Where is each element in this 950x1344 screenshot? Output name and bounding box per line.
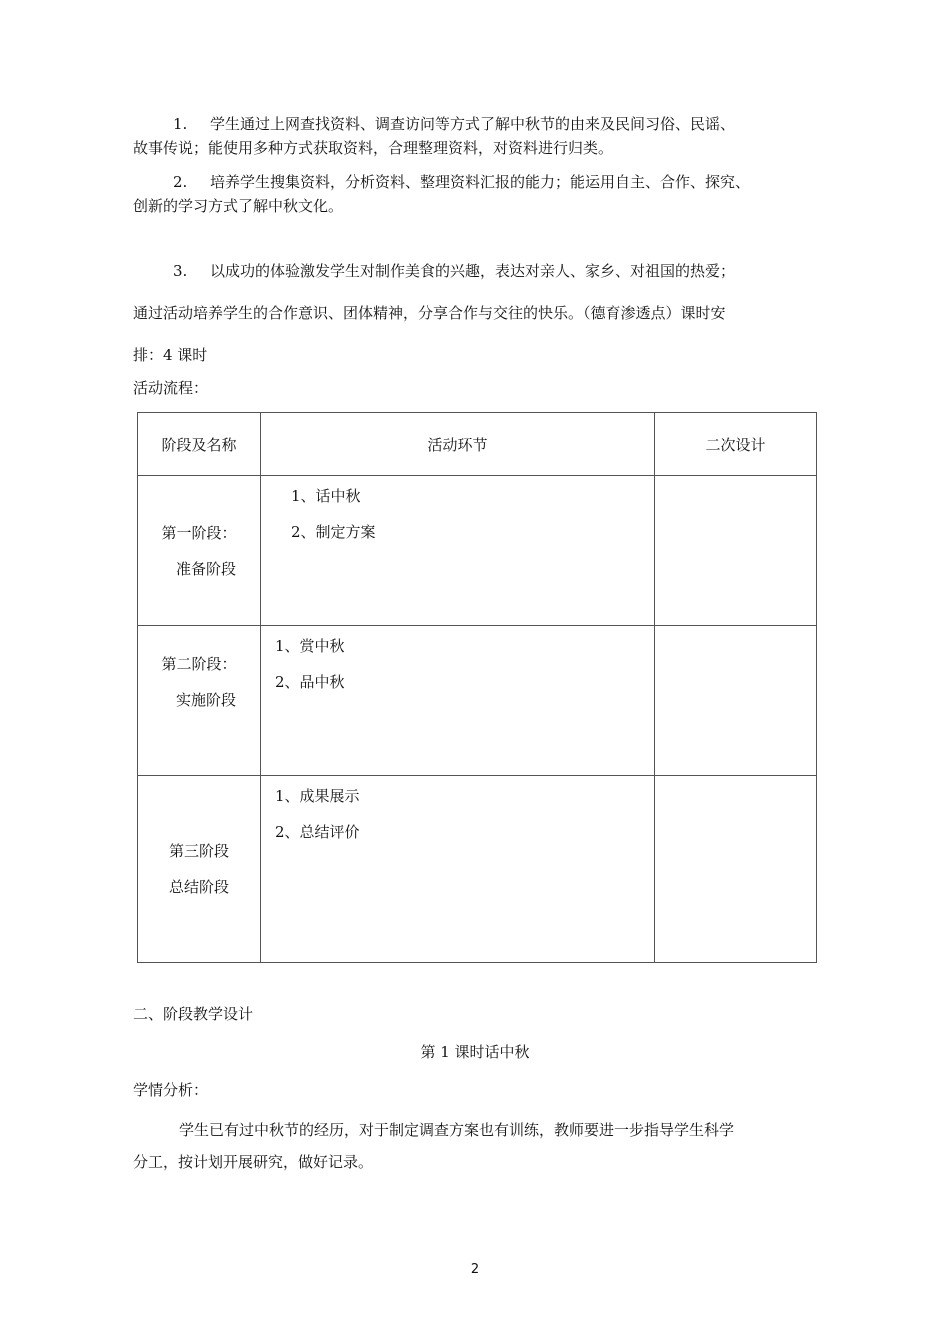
step-item: 1、赏中秋 [275, 637, 345, 655]
section-heading: 二、阶段教学设计 [133, 1005, 254, 1023]
objective-3 [133, 250, 823, 376]
step-item: 2、制定方案 [291, 523, 376, 541]
step-item: 2、品中秋 [275, 673, 345, 691]
stage-line1: 第一阶段： [161, 523, 237, 542]
stage-cell [138, 626, 261, 776]
objective-2-number: 2. [173, 173, 188, 191]
header-redesign: 二次设计 [655, 413, 817, 476]
step-item: 1、话中秋 [291, 487, 361, 505]
header-stage: 阶段及名称 [138, 413, 261, 476]
stage-cell [138, 776, 261, 963]
lesson-title: 第 1 课时话中秋 [420, 1043, 530, 1061]
analysis-label: 学情分析： [133, 1081, 209, 1099]
table-header-row [138, 413, 817, 476]
redesign-cell [655, 626, 817, 776]
redesign-cell [655, 776, 817, 963]
objective-1-number: 1. [173, 115, 188, 133]
analysis-line2: 分工，按计划开展研究，做好记录。 [133, 1153, 374, 1171]
objective-3-line1: 以成功的体验激发学生对制作美食的兴趣，表达对亲人、家乡、对祖国的热爱； [210, 262, 736, 280]
header-activity: 活动环节 [261, 413, 655, 476]
stage-line1: 第三阶段 [168, 842, 229, 860]
steps-cell [261, 626, 655, 776]
objective-1-line2: 故事传说；能使用多种方式获取资料，合理整理资料，对资料进行归类。 [133, 139, 614, 157]
table-row [138, 476, 817, 626]
objective-3-number: 3. [173, 262, 188, 280]
stage-line2: 总结阶段 [168, 878, 229, 896]
redesign-cell [655, 476, 817, 626]
page-number: 2 [470, 1262, 480, 1277]
step-item: 1、成果展示 [275, 787, 360, 805]
analysis-paragraph [133, 1114, 823, 1178]
stage-line2: 准备阶段 [175, 559, 236, 578]
objective-1-line1: 学生通过上网查找资料、调查访问等方式了解中秋节的由来及民间习俗、民谣、 [210, 115, 736, 133]
steps-cell [261, 776, 655, 963]
step-item: 2、总结评价 [275, 823, 360, 841]
objective-3-line3: 排：4 课时 [133, 346, 208, 364]
objective-2-line2: 创新的学习方式了解中秋文化。 [133, 197, 344, 215]
table-row [138, 626, 817, 776]
flow-label: 活动流程： [133, 379, 209, 397]
activity-flow-table [137, 412, 817, 963]
table-row [138, 776, 817, 963]
analysis-line1: 学生已有过中秋节的经历，对于制定调查方案也有训练，教师要进一步指导学生科学 [179, 1121, 735, 1139]
objective-2-line1: 培养学生搜集资料，分析资料、整理资料汇报的能力；能运用自主、合作、探究、 [210, 173, 751, 191]
objective-1 [133, 112, 823, 160]
objective-2 [133, 170, 823, 218]
stage-cell [138, 476, 261, 626]
steps-cell [261, 476, 655, 626]
objective-3-line2: 通过活动培养学生的合作意识、团体精神，分享合作与交往的快乐。（德育渗透点）课时安 [133, 304, 726, 322]
stage-line1: 第二阶段： [161, 655, 237, 673]
stage-line2: 实施阶段 [175, 691, 236, 709]
